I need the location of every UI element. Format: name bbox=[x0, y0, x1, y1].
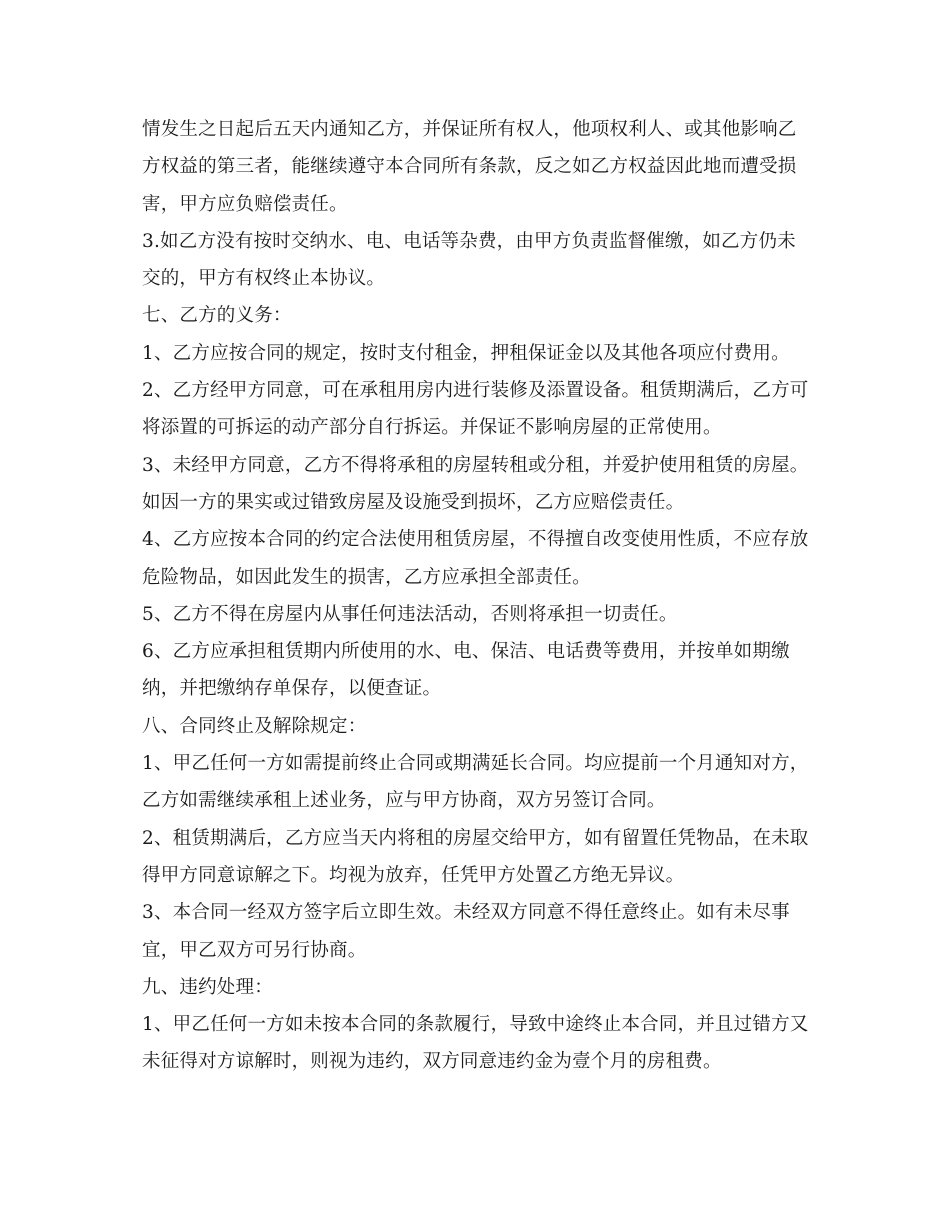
text-line: 将添置的可拆运的动产部分自行拆运。并保证不影响房屋的正常使用。 bbox=[142, 417, 722, 439]
text-line: 纳，并把缴纳存单保存，以便查证。 bbox=[142, 678, 442, 700]
text-line: 6、乙方应承担租赁期内所使用的水、电、保洁、电话费等费用，并按单如期缴 bbox=[142, 641, 790, 663]
text-line: 3、未经甲方同意，乙方不得将承租的房屋转租或分租，并爱护使用租赁的房屋。 bbox=[142, 454, 809, 476]
text-line: 如因一方的果实或过错致房屋及设施受到损坏，乙方应赔偿责任。 bbox=[142, 491, 685, 513]
text-line: 1、甲乙任何一方如未按本合同的条款履行，导致中途终止本合同，并且过错方又 bbox=[142, 1014, 809, 1036]
text-line: 5、乙方不得在房屋内从事任何违法活动，否则将承担一切责任。 bbox=[142, 603, 678, 625]
text-line: 乙方如需继续承租上述业务，应与甲方协商，双方另签订合同。 bbox=[142, 790, 666, 812]
text-line: 4、乙方应按本合同的约定合法使用租赁房屋，不得擅自改变使用性质，不应存放 bbox=[142, 529, 809, 551]
document-body bbox=[142, 116, 822, 1086]
text-line: 方权益的第三者，能继续遵守本合同所有条款，反之如乙方权益因此地而遭受损 bbox=[142, 156, 797, 178]
section-heading: 九、违约处理： bbox=[142, 976, 273, 998]
text-line: 未征得对方谅解时，则视为违约，双方同意违约金为壹个月的房租费。 bbox=[142, 1051, 722, 1073]
text-line: 3.如乙方没有按时交纳水、电、电话等杂费，由甲方负责监督催缴，如乙方仍未 bbox=[142, 230, 796, 252]
text-line: 危险物品，如因此发生的损害，乙方应承担全部责任。 bbox=[142, 566, 591, 588]
text-line: 1、乙方应按合同的规定，按时支付租金，押租保证金以及其他各项应付费用。 bbox=[142, 342, 790, 364]
text-line: 交的，甲方有权终止本协议。 bbox=[142, 268, 386, 290]
text-line: 2、租赁期满后，乙方应当天内将租的房屋交给甲方，如有留置任凭物品，在未取 bbox=[142, 827, 809, 849]
text-line: 害，甲方应负赔偿责任。 bbox=[142, 193, 348, 215]
text-line: 2、乙方经甲方同意，可在承租用房内进行装修及添置设备。租赁期满后，乙方可 bbox=[142, 380, 809, 402]
text-line: 1、甲乙任何一方如需提前终止合同或期满延长合同。均应提前一个月通知对方， bbox=[142, 753, 809, 775]
section-heading: 七、乙方的义务： bbox=[142, 305, 292, 327]
section-heading: 八、合同终止及解除规定： bbox=[142, 715, 367, 737]
text-line: 3、本合同一经双方签字后立即生效。未经双方同意不得任意终止。如有未尽事 bbox=[142, 902, 790, 924]
text-line: 得甲方同意谅解之下。均视为放弃，任凭甲方处置乙方绝无异议。 bbox=[142, 864, 685, 886]
text-line: 情发生之日起后五天内通知乙方，并保证所有权人，他项权利人、或其他影响乙 bbox=[142, 119, 797, 140]
text-line: 宜，甲乙双方可另行协商。 bbox=[142, 939, 367, 961]
